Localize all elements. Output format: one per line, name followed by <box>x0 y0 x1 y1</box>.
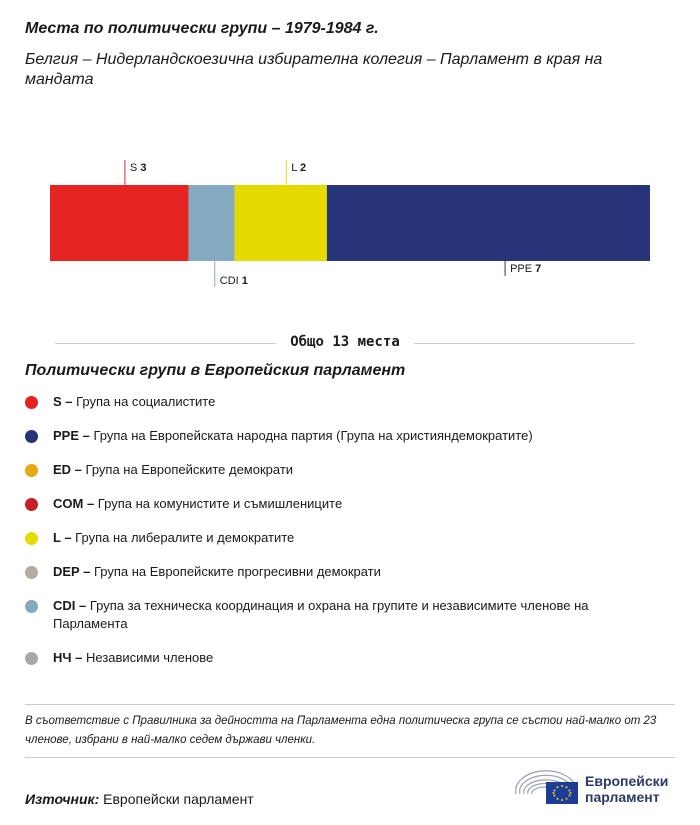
label-ppe: PPE 7 <box>510 263 542 275</box>
note-divider-top <box>25 704 675 705</box>
chart-title: Места по политически групи – 1979-1984 г. <box>25 20 379 37</box>
legend <box>25 393 655 683</box>
legend-text: Група за техническа координация и охрана на групите и независимите членове на Парламента <box>53 598 589 631</box>
legend-color-dot <box>25 396 38 409</box>
legend-color-dot <box>25 464 38 477</box>
footnote: В съответствие с Правилника за дейността на Парламента една политическа група се състои най-малко от 23 членове, избрани в най-малко седем държави членки. <box>25 715 657 746</box>
legend-text: Група на Европейските прогресивни демократи <box>93 564 381 579</box>
legend-abbr: COM – <box>53 496 98 511</box>
bar-cdi <box>188 185 234 261</box>
legend-item <box>25 427 655 445</box>
source-value: Европейски парламент <box>103 791 254 807</box>
legend-item <box>25 597 655 633</box>
legend-item <box>25 461 655 479</box>
legend-abbr: ED – <box>53 462 86 477</box>
source-label: Източник: <box>25 791 100 807</box>
legend-color-dot <box>25 652 38 665</box>
source <box>25 791 254 807</box>
legend-abbr: S – <box>53 394 77 409</box>
legend-text: Група на социалистите <box>76 394 216 409</box>
legend-abbr: L – <box>53 530 76 545</box>
legend-title: Политически групи в Европейския парламент <box>25 362 406 379</box>
legend-abbr: CDI – <box>53 598 90 613</box>
legend-abbr: НЧ – <box>53 650 86 665</box>
seats-chart <box>0 150 700 300</box>
bar-s <box>50 185 188 261</box>
legend-item <box>25 529 655 547</box>
legend-item <box>25 495 655 513</box>
legend-text: Група на либералите и демократите <box>75 530 295 545</box>
legend-color-dot <box>25 430 38 443</box>
legend-text: Независими членове <box>85 650 214 665</box>
legend-abbr: DEP – <box>53 564 94 579</box>
legend-text: Група на Европейските демократи <box>85 462 294 477</box>
label-cdi: CDI 1 <box>219 275 248 287</box>
note-divider-bottom <box>25 757 675 758</box>
logo-line-2: парламент <box>585 789 660 805</box>
legend-text: Група на комунистите и съмишлениците <box>97 496 343 511</box>
legend-item <box>25 563 655 581</box>
bar-l <box>235 185 327 261</box>
logo-text <box>585 773 668 805</box>
label-l: L 2 <box>291 162 307 174</box>
legend-abbr: PPE – <box>53 428 94 443</box>
chart-subtitle: Белгия – Нидерландскоезична избирателна колегия – Парламент в края на мандата <box>25 51 603 88</box>
legend-item <box>25 393 655 411</box>
legend-text: Група на Европейската народна партия (Група на християндемократите) <box>93 428 533 443</box>
logo-line-1: Европейски <box>585 773 669 789</box>
legend-item <box>25 649 655 667</box>
total-seats-label: Общо 13 места <box>276 334 414 350</box>
legend-color-dot <box>25 532 38 545</box>
legend-color-dot <box>25 600 38 613</box>
total-seats <box>55 333 635 353</box>
bar-ppe <box>327 185 650 261</box>
legend-color-dot <box>25 498 38 511</box>
label-s: S 3 <box>129 162 147 174</box>
legend-color-dot <box>25 566 38 579</box>
